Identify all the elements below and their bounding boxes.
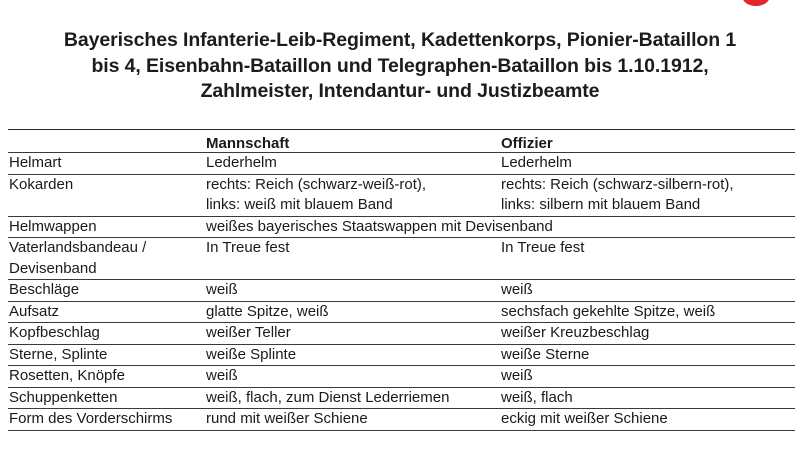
- offizier-value: [497, 409, 795, 431]
- row-label: [8, 238, 205, 280]
- header-category: [8, 130, 205, 153]
- header-mannschaft: Mannschaft: [205, 130, 497, 153]
- mannschaft-value-line: weiß, flach, zum Dienst Lederriemen: [206, 388, 450, 406]
- row-label: [8, 216, 205, 238]
- row-label: [8, 323, 205, 345]
- table-row: [8, 344, 795, 366]
- mannschaft-value: [205, 301, 497, 323]
- mannschaft-value: [205, 409, 497, 431]
- offizier-value: [497, 387, 795, 409]
- table-row: [8, 301, 795, 323]
- mannschaft-value-line: Lederhelm: [206, 154, 277, 171]
- mannschaft-value-line: rund mit weißer Schiene: [206, 410, 368, 427]
- row-label-line: Kokarden: [9, 175, 74, 193]
- offizier-value-line: sechsfach gekehlte Spitze, weiß: [501, 302, 716, 320]
- row-label-line: Schuppenketten: [9, 388, 118, 406]
- corner-red-mark: [742, 0, 770, 6]
- mannschaft-value: [205, 366, 497, 388]
- row-label: [8, 301, 205, 323]
- title-line-2: bis 4, Eisenbahn-Bataillon und Telegraphen-Bataillon bis 1.10.1912,: [91, 54, 709, 77]
- row-label-line: Rosetten, Knöpfe: [9, 367, 125, 384]
- row-label-line: Devisenband: [9, 259, 97, 277]
- table-row: [8, 216, 795, 238]
- mannschaft-value: [205, 153, 497, 175]
- page-title: [0, 28, 800, 105]
- row-label-line: Kopfbeschlag: [9, 324, 100, 341]
- row-label-line: Helmwappen: [9, 217, 97, 235]
- row-label: [8, 387, 205, 409]
- offizier-value-line: weiß: [501, 367, 533, 384]
- row-label: [8, 280, 205, 302]
- mannschaft-value-line: weiß: [206, 281, 238, 298]
- offizier-value: [497, 344, 795, 366]
- offizier-value: [497, 280, 795, 302]
- offizier-value-line: eckig mit weißer Schiene: [501, 410, 668, 427]
- row-label-line: Sterne, Splinte: [9, 345, 108, 363]
- table-row: [8, 409, 795, 431]
- row-label: [8, 344, 205, 366]
- uniform-table: [8, 129, 795, 431]
- table-body: [8, 153, 795, 431]
- mannschaft-value-line: weiße Splinte: [206, 345, 297, 363]
- offizier-value: [497, 153, 795, 175]
- row-label-line: Form des Vorderschirms: [9, 410, 173, 427]
- row-label: [8, 366, 205, 388]
- offizier-value-line: weiß: [501, 281, 533, 298]
- mannschaft-value: [205, 238, 497, 280]
- table-row: [8, 238, 795, 280]
- mannschaft-value-line: In Treue fest: [206, 239, 290, 256]
- mannschaft-value-line: rechts: Reich (schwarz-weiß-rot),: [206, 175, 427, 193]
- header-offizier: Offizier: [497, 130, 795, 153]
- mannschaft-value: [205, 344, 497, 366]
- offizier-value: [497, 174, 795, 216]
- mannschaft-value-line: glatte Spitze, weiß: [206, 302, 329, 320]
- mannschaft-value-line: weiß: [206, 367, 238, 384]
- offizier-value-line: weiße Sterne: [501, 345, 590, 363]
- mannschaft-value-line: weißer Teller: [206, 324, 291, 341]
- table-row: [8, 366, 795, 388]
- offizier-value: [497, 301, 795, 323]
- row-label-line: Vaterlandsbandeau /: [9, 239, 147, 256]
- table-header-row: [8, 130, 795, 153]
- shared-value: weißes bayerisches Staatswappen mit Devisenband: [205, 216, 795, 238]
- mannschaft-value: [205, 323, 497, 345]
- offizier-value-line: weißer Kreuzbeschlag: [501, 324, 650, 341]
- table-row: [8, 174, 795, 216]
- table-row: [8, 280, 795, 302]
- title-line-1: Bayerisches Infanterie-Leib-Regiment, Kadettenkorps, Pionier-Bataillon 1: [63, 29, 737, 51]
- table-row: [8, 387, 795, 409]
- offizier-value-line: rechts: Reich (schwarz-silbern-rot),: [501, 175, 734, 193]
- row-label-line: Helmart: [9, 154, 62, 171]
- offizier-value-line: weiß, flach: [501, 388, 573, 406]
- offizier-value: [497, 238, 795, 280]
- row-label-line: Beschläge: [9, 281, 80, 298]
- mannschaft-value: [205, 280, 497, 302]
- row-label: [8, 153, 205, 175]
- mannschaft-value: [205, 387, 497, 409]
- row-label: [8, 174, 205, 216]
- row-label: [8, 409, 205, 431]
- offizier-value: [497, 366, 795, 388]
- offizier-value-line: In Treue fest: [501, 239, 585, 256]
- row-label-line: Aufsatz: [9, 302, 60, 320]
- table-row: [8, 153, 795, 175]
- mannschaft-value-line: links: weiß mit blauem Band: [206, 196, 393, 213]
- table-row: [8, 323, 795, 345]
- offizier-value-line: Lederhelm: [501, 154, 572, 171]
- offizier-value: [497, 323, 795, 345]
- mannschaft-value: [205, 174, 497, 216]
- offizier-value-line: links: silbern mit blauem Band: [501, 196, 701, 213]
- title-line-3: Zahlmeister, Intendantur- und Justizbeamte: [200, 80, 600, 102]
